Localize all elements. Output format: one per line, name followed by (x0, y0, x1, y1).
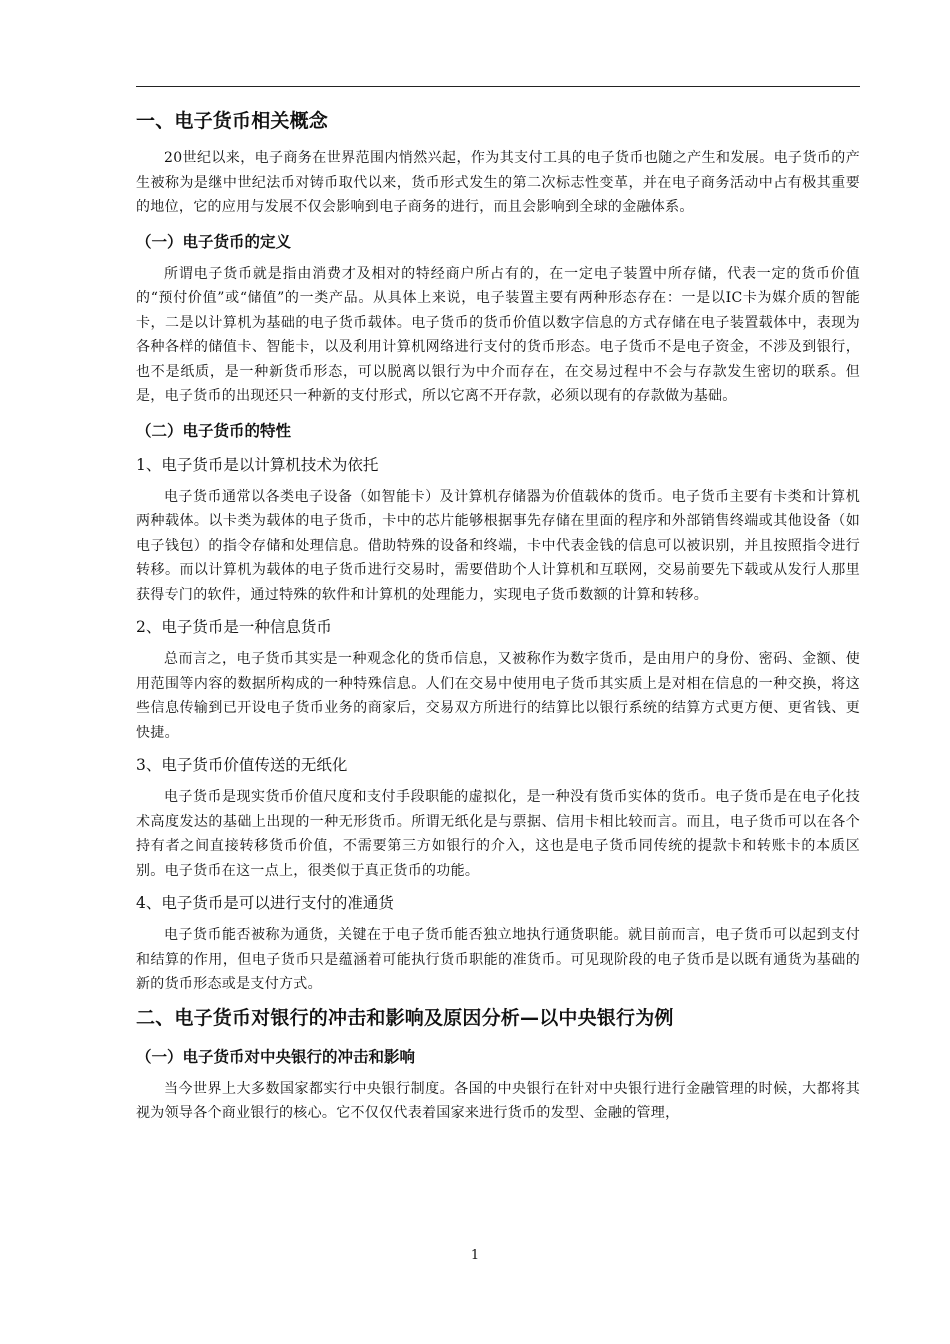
subsection-features-heading: （二）电子货币的特性 (136, 421, 292, 440)
feature-2-paragraph: 总而言之，电子货币其实是一种观念化的货币信息，又被称作为数字货币，是由用户的身份、密码、金额、使用范围等内容的数据所构成的一种特殊信息。人们在交易中使用电子货币其实质上是对相在信息的一种交换，将这些信息传输到已开设电子货币业务的商家后，交易双方所进行的结算比以银行系统的结算方式更方便、更省钱、更快捷。 (136, 651, 860, 741)
central-bank-paragraph: 当今世界上大多数国家都实行中央银行制度。各国的中央银行在针对中央银行进行金融管理的时候，大都将其视为领导各个商业银行的核心。它不仅仅代表着国家来进行货币的发型、金融的管理， (136, 1080, 860, 1121)
page-number: 1 (470, 1248, 480, 1263)
feature-4-paragraph: 电子货币能否被称为通货，关键在于电子货币能否独立地执行通货职能。就目前而言，电子货币可以起到支付和结算的作用，但电子货币只是蕴涵着可能执行货币职能的准货币。可见现阶段的电子货币是以既有通货为基础的新的货币形态或是支付方式。 (136, 927, 860, 992)
feature-1-paragraph: 电子货币通常以各类电子设备（如智能卡）及计算机存储器为价值载体的货币。电子货币主要有卡类和计算机两种载体。以卡类为载体的电子货币，卡中的芯片能够根据事先存储在里面的程序和外部销售终端或其他设备（如电子钱包）的指令存储和处理信息。借助特殊的设备和终端，卡中代表金钱的信息可以被识别，并且按照指令进行转移。而以计算机为载体的电子货币进行交易时，需要借助个人计算机和互联网，交易前要先下载或从发行人那里获得专门的软件，通过特殊的软件和计算机的处理能力，实现电子货币数额的计算和转移。 (136, 488, 860, 603)
definition-paragraph: 所谓电子货币就是指由消费才及相对的特经商户所占有的，在一定电子装置中所存储，代表一定的货币价值的“预付价值”或“储值”的一类产品。从具体上来说，电子装置主要有两种形态存在：一是以IC卡为媒介质的智能卡，二是以计算机为基础的电子货币载体。电子货币的货币价值以数字信息的方式存储在电子装置载体中，表现为各种各样的储值卡、智能卡，以及利用计算机网络进行支付的货币形态。电子货币不是电子资金，不涉及到银行，也不是纸质，是一种新货币形态，可以脱离以银行为中介而存在，在交易过程中不会与存款发生密切的联系。但是，电子货币的出现还只一种新的支付形式，所以它离不开存款，必须以现有的存款做为基础。 (136, 265, 860, 404)
section-1-heading: 一、电子货币相关概念 (136, 110, 329, 132)
subsection-definition-heading: （一）电子货币的定义 (136, 232, 292, 251)
section-2-heading: 二、电子货币对银行的冲击和影响及原因分析—以中央银行为例 (136, 1006, 674, 1029)
feature-2-heading: 2、电子货币是一种信息货币 (136, 618, 332, 636)
feature-3-paragraph: 电子货币是现实货币价值尺度和支付手段职能的虚拟化，是一种没有货币实体的货币。电子货币是在电子化技术高度发达的基础上出现的一种无形货币。所谓无纸化是与票据、信用卡相比较而言。而且，电子货币可以在各个持有者之间直接转移货币价值，不需要第三方如银行的介入，这也是电子货币同传统的提款卡和转账卡的本质区别。电子货币在这一点上，很类似于真正货币的功能。 (136, 789, 860, 879)
page-content (136, 100, 860, 1132)
feature-3-heading: 3、电子货币价值传送的无纸化 (136, 756, 348, 774)
feature-1-heading: 1、电子货币是以计算机技术为依托 (136, 455, 379, 474)
header-rule (136, 86, 860, 87)
section-1-intro-paragraph: 20世纪以来，电子商务在世界范围内悄然兴起，作为其支付工具的电子货币也随之产生和发展。电子货币的产生被称为是继中世纪法币对铸币取代以来，货币形式发生的第二次标志性变革，并在电子商务活动中占有极其重要的地位，它的应用与发展不仅会影响到电子商务的进行，而且会影响到全球的金融体系。 (136, 150, 860, 215)
subsection-central-bank-heading: （一）电子货币对中央银行的冲击和影响 (136, 1047, 416, 1066)
feature-4-heading: 4、电子货币是可以进行支付的准通货 (136, 894, 394, 912)
